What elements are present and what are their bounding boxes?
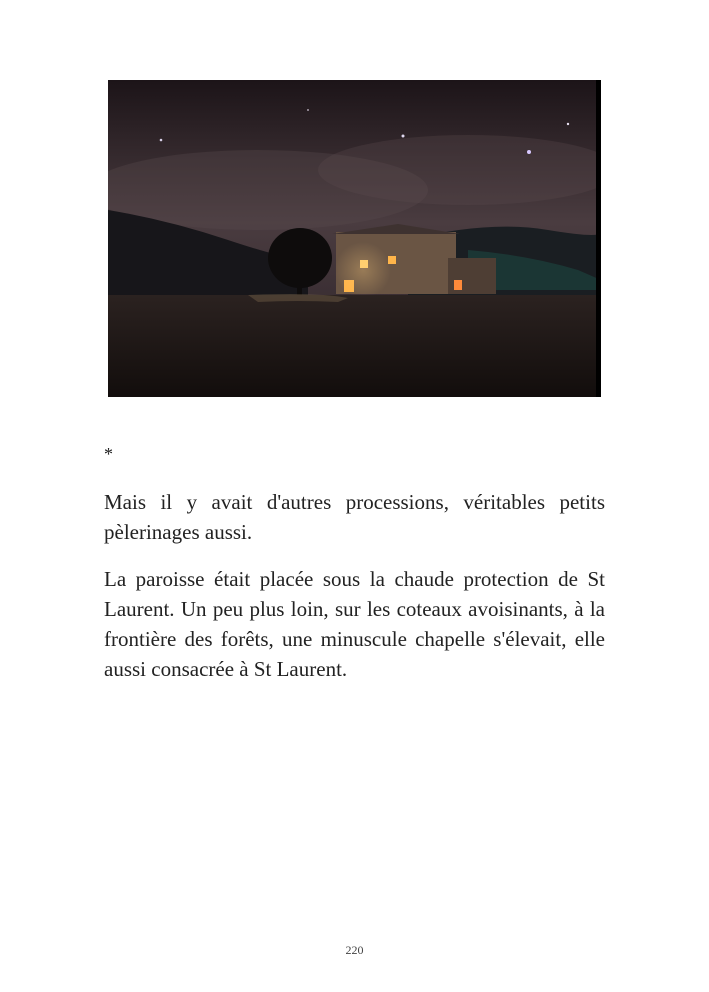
photo-illustration: [108, 80, 601, 397]
paragraph-paroisse: La paroisse était placée sous la chaude protection de St Laurent. Un peu plus loin, sur les coteaux avoisinants, à la frontière des forêts, une minuscule chapelle s'élevait, elle aussi consacrée à St Laurent.: [104, 567, 605, 681]
night-house-photo: [108, 80, 601, 397]
paragraph-processions: Mais il y avait d'autres processions, véritables petits pèlerinages aussi.: [104, 490, 605, 544]
page-number: 220: [345, 943, 364, 957]
section-separator: *: [104, 444, 113, 464]
